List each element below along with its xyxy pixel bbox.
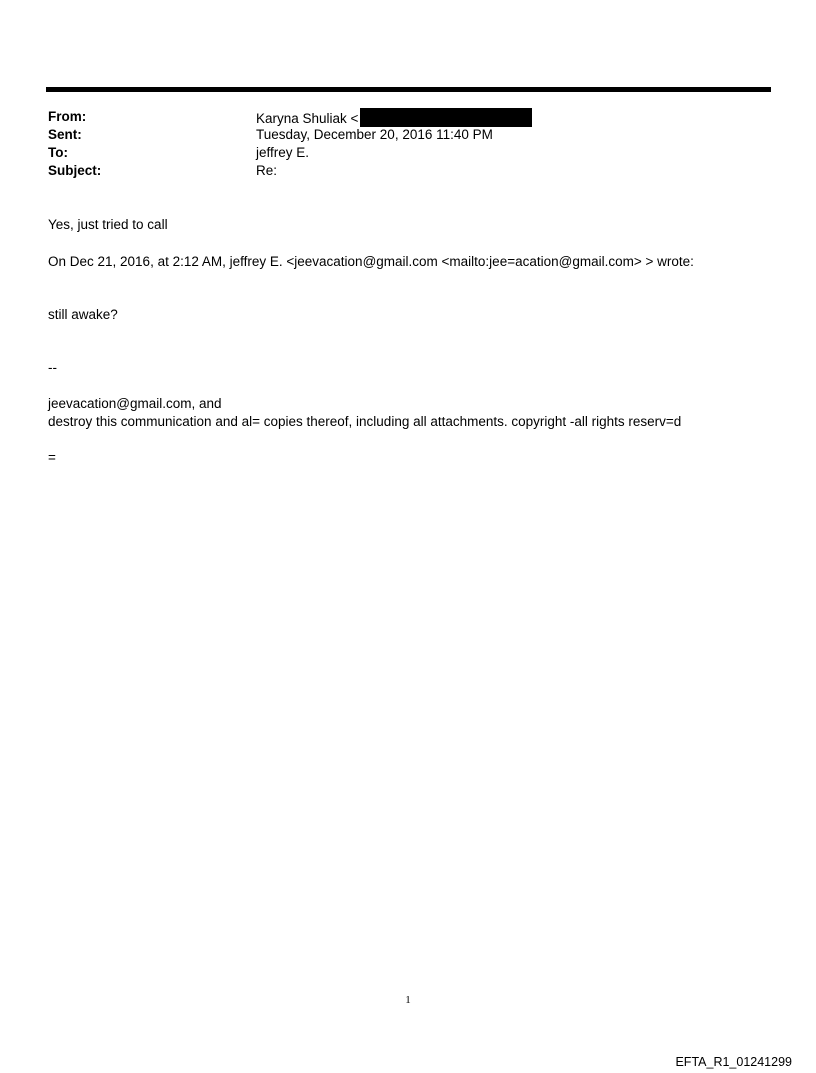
subject-label: Subject:	[48, 163, 102, 178]
body-line-quoted-message: still awake?	[48, 307, 118, 322]
to-label: To:	[48, 145, 68, 160]
redaction-box	[360, 108, 532, 127]
body-line-disclaimer-2: destroy this communication and al= copies thereof, including all attachments. copyright -all rights reserv=d	[48, 414, 682, 429]
body-line-disclaimer-1: jeevacation@gmail.com, and	[48, 396, 222, 411]
from-value	[256, 108, 532, 128]
to-value: jeffrey E.	[256, 145, 310, 160]
from-label: From:	[48, 109, 87, 124]
document-id: EFTA_R1_01241299	[675, 1055, 792, 1069]
sent-value: Tuesday, December 20, 2016 11:40 PM	[256, 127, 493, 142]
subject-value: Re:	[256, 163, 278, 178]
body-line-trailing: =	[48, 450, 56, 465]
page-number: 1	[405, 994, 411, 1006]
sent-label: Sent:	[48, 127, 82, 142]
body-line-reply: Yes, just tried to call	[48, 217, 168, 232]
header-rule	[46, 87, 771, 92]
from-name: Karyna Shuliak <	[256, 111, 359, 126]
body-line-quote-header: On Dec 21, 2016, at 2:12 AM, jeffrey E. <jeevacation@gmail.com <mailto:jee=acation@gmail.com> > wrote:	[48, 254, 694, 269]
body-line-signature-separator: --	[48, 360, 57, 375]
